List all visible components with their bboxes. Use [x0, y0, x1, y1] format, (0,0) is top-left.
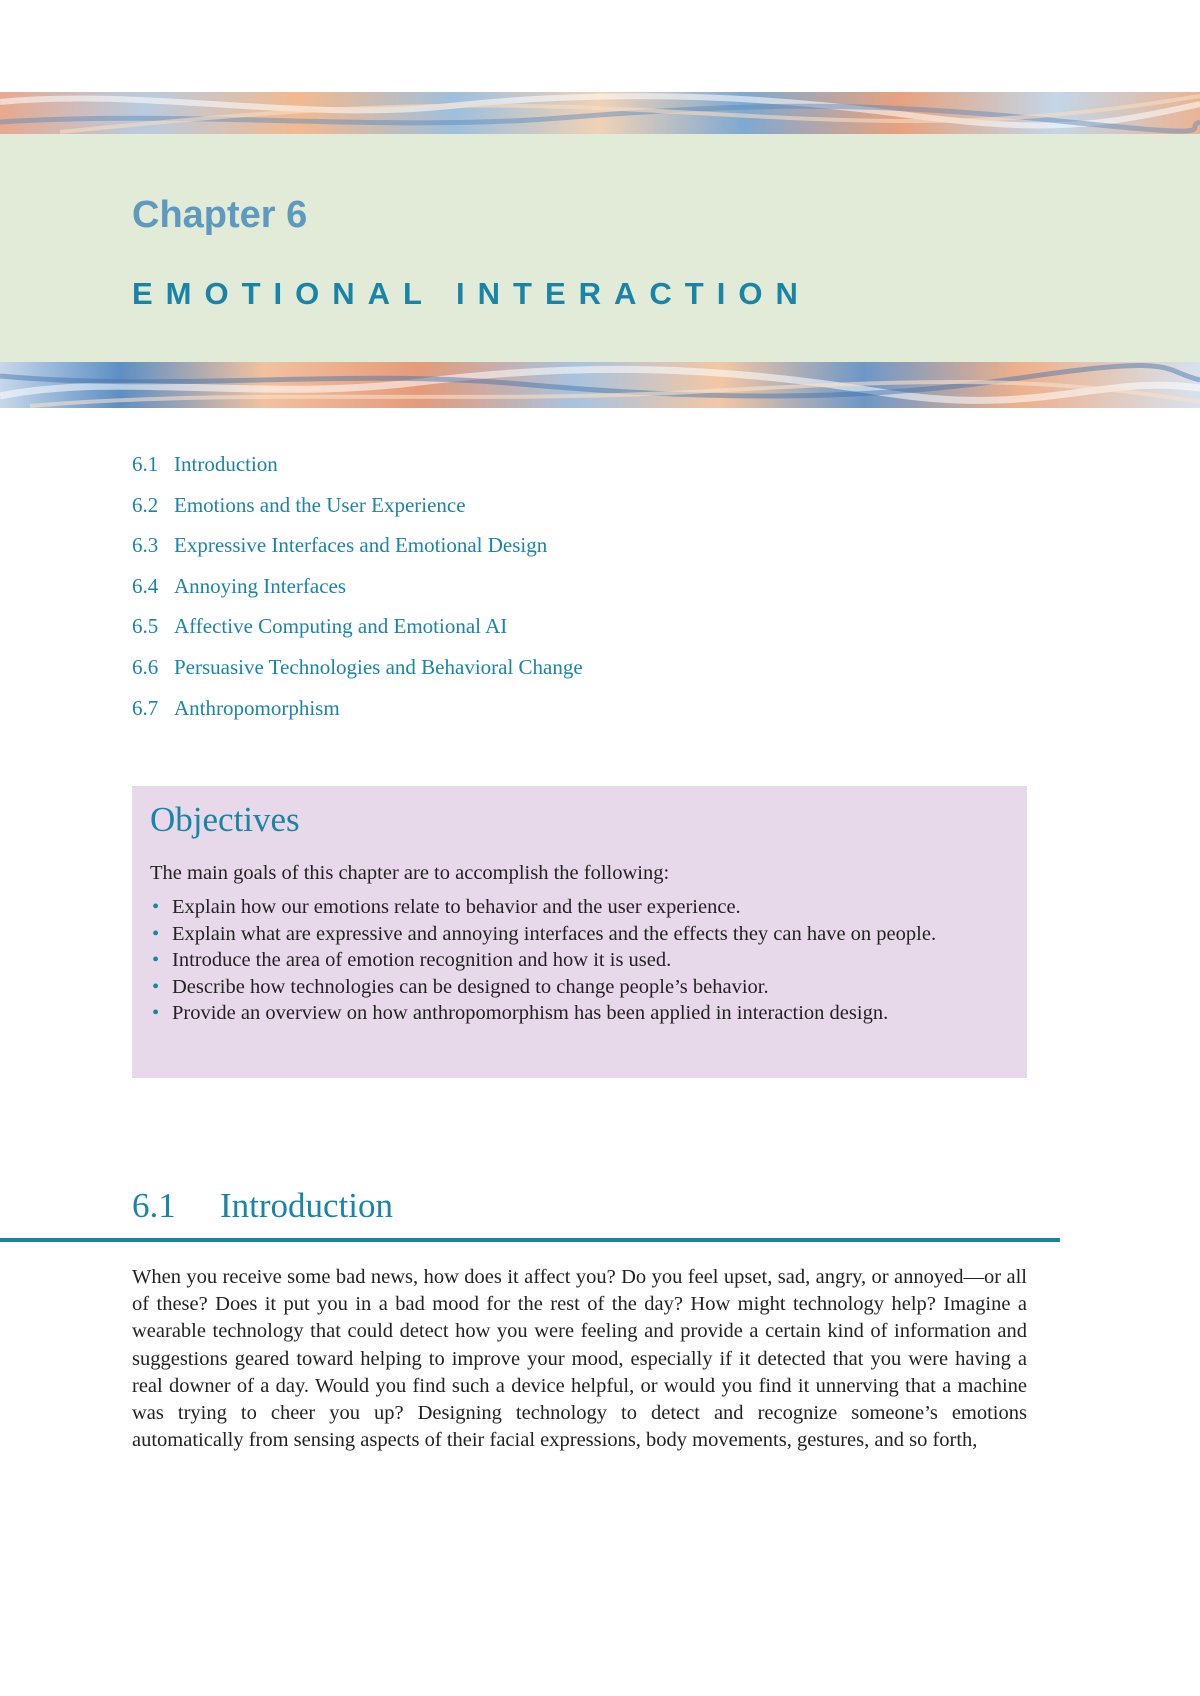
bullet-icon: •: [152, 949, 160, 972]
objectives-heading: Objectives: [150, 800, 300, 839]
chapter-label: Chapter 6: [132, 194, 308, 236]
toc-item[interactable]: [132, 454, 583, 495]
toc-item-number: 6.1: [132, 452, 159, 476]
decorative-painted-band-top: [0, 92, 1200, 134]
bullet-icon: •: [152, 1002, 160, 1025]
toc-item-title: Persuasive Technologies and Behavioral Change: [174, 654, 583, 679]
bullet-icon: •: [152, 975, 160, 998]
chapter-title: EMOTIONAL INTERACTION: [132, 276, 811, 311]
section-number: 6.1: [132, 1186, 176, 1225]
toc-item-number: 6.5: [132, 614, 159, 639]
objectives-box: [132, 786, 1027, 1078]
toc-item-title: Affective Computing and Emotional AI: [174, 614, 508, 639]
toc-item-title: Emotions and the User Experience: [174, 492, 466, 517]
toc-item-title: Anthropomorphism: [174, 695, 340, 720]
objectives-list: [150, 894, 1007, 1027]
toc-item-title: Introduction: [174, 452, 278, 476]
objective-text: Explain how our emotions relate to behavior and the user experience.: [172, 895, 741, 918]
bullet-icon: •: [152, 895, 160, 918]
decorative-painted-band-bottom: [0, 362, 1200, 408]
toc-item-number: 6.7: [132, 695, 159, 720]
toc-item-title: Expressive Interfaces and Emotional Design: [174, 533, 548, 558]
section-body-paragraph: When you receive some bad news, how does it affect you? Do you feel upset, sad, angry, or annoyed—or all of these? Does it put you in a bad mood for the rest of the day? How might technology help? Imagine a wearable technology that could detect how you were feeling and provide a certain kind of information and suggestions geared toward helping to improve your mood, especially if it detected that you were having a real downer of a day. Would you find such a device helpful, or would you find it unnerving that a machine was trying to cheer you up? Designing technology to detect and recognize someone’s emotions automatically from sensing aspects of their facial expressions, body movements, gestures, and so forth,: [132, 1266, 1027, 1452]
objectives-intro: The main goals of this chapter are to accomplish the following:: [150, 862, 670, 885]
toc-item[interactable]: [132, 573, 583, 617]
section-heading: [132, 1188, 393, 1223]
toc-item[interactable]: [132, 654, 583, 698]
chapter-contents-list: [132, 454, 583, 738]
objective-item: [150, 974, 1007, 1001]
objective-text: Introduce the area of emotion recognition and how it is used.: [172, 949, 672, 972]
objective-item: [150, 1000, 1007, 1027]
toc-item-number: 6.2: [132, 492, 159, 517]
objective-item: [150, 947, 1007, 974]
section-title: Introduction: [220, 1186, 394, 1225]
toc-item-title: Annoying Interfaces: [174, 573, 347, 598]
objective-item: [150, 894, 1007, 921]
section-divider: [0, 1238, 1060, 1242]
objective-text: Explain what are expressive and annoying interfaces and the effects they can have on people.: [172, 922, 937, 945]
objective-text: Provide an overview on how anthropomorphism has been applied in interaction design.: [172, 1002, 889, 1025]
toc-item-number: 6.6: [132, 654, 159, 679]
toc-item[interactable]: [132, 616, 583, 657]
toc-item[interactable]: [132, 535, 583, 576]
toc-item[interactable]: [132, 492, 583, 536]
bullet-icon: •: [152, 922, 160, 945]
toc-item[interactable]: [132, 695, 583, 739]
toc-item-number: 6.4: [132, 573, 159, 598]
objective-item: [150, 921, 1007, 948]
toc-item-number: 6.3: [132, 533, 159, 558]
chapter-header-box: [0, 134, 1200, 362]
objective-text: Describe how technologies can be designed to change people’s behavior.: [172, 975, 769, 998]
